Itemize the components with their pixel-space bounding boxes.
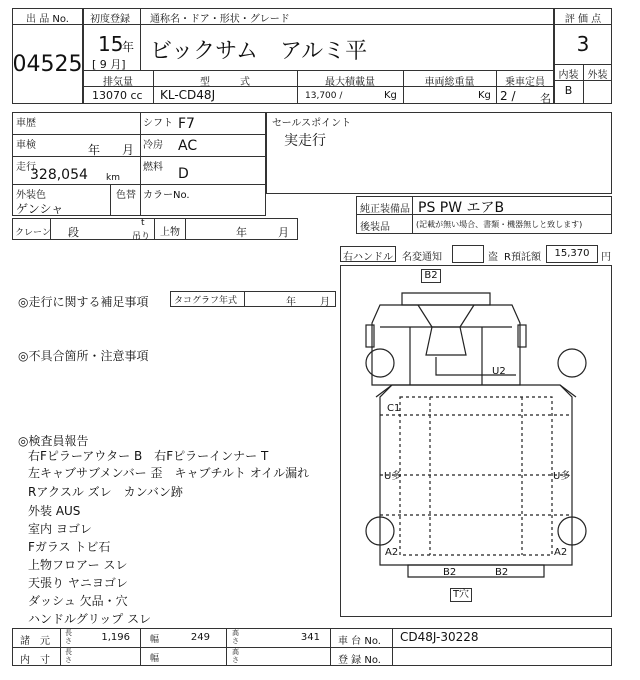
length-label: 長さ (65, 629, 72, 645)
mileage-value: 328,054 (30, 167, 88, 183)
mirror-left (366, 325, 374, 347)
gvw-label: 車両総重量 (424, 77, 475, 88)
report-line: 左キャブサブメンバー 歪 キャブチルト オイル漏れ (28, 466, 310, 480)
fuel-label: 燃料 (143, 162, 163, 173)
ext-color-label: 外装色 (16, 190, 46, 201)
first-reg-month: [ 9 月] (92, 58, 126, 71)
crane-box (12, 218, 298, 240)
height-label: 高さ (232, 629, 239, 645)
damage-mark: T穴 (450, 588, 472, 602)
lot-label: 出 品 No. (26, 14, 69, 25)
inspection-month: 月 (122, 143, 135, 157)
deck-label: 上物 (160, 227, 180, 238)
seats-unit: 名 (540, 92, 551, 105)
crane-hanging: 吊り (132, 232, 151, 242)
equip-label: 純正装備品 (360, 204, 410, 215)
seats-label: 乗車定員 (505, 77, 545, 88)
seats-value: 2 / (500, 89, 516, 103)
inspection-year: 年 (88, 143, 101, 157)
damage-mark: A2 (554, 547, 568, 558)
supplement-label: ◎走行に関する補足事項 (18, 295, 149, 309)
inner-length-label: 長さ (65, 648, 72, 664)
tax-unit: 円 (601, 252, 611, 263)
chassis-value: CD48J-30228 (400, 630, 479, 644)
year-unit: 年 (122, 40, 135, 54)
ac-label: 冷房 (143, 140, 163, 151)
damage-mark: B2 (421, 269, 441, 283)
tacho-label: タコグラフ年式 (174, 296, 238, 306)
maxload-label: 最大積載量 (325, 77, 375, 88)
ext-color-value: ゲンシャ (16, 202, 64, 216)
damage-mark: U多 (553, 471, 571, 482)
model-name: ビックサム アルミ平 (150, 39, 368, 64)
report-line: ハンドルグリップ スレ (28, 612, 152, 626)
crane-t: t (141, 218, 145, 228)
first-reg-label: 初度登録 (90, 14, 130, 25)
tax-prefix: 盗 (488, 252, 498, 263)
report-line: 室内 ヨゴレ (28, 522, 92, 536)
ac-value: AC (178, 138, 198, 154)
mileage-unit: km (106, 173, 120, 183)
height-value: 341 (300, 632, 320, 643)
model-code-value: KL-CD48J (160, 88, 216, 102)
mileage-label: 走行 (16, 162, 36, 173)
truck-diagram (340, 265, 612, 617)
width-label: 幅 (150, 635, 160, 645)
length-value: 1,196 (101, 632, 130, 643)
rating-value: 3 (576, 32, 590, 56)
wheel-fl (366, 349, 394, 377)
tacho-year: 年 (286, 297, 296, 308)
report-line: 右Fピラーアウター B 右Fピラーインナー T (28, 449, 269, 463)
report-line: Rアクスル ズレ カンバン跡 (28, 485, 183, 499)
displacement-value: 13070 cc (92, 89, 143, 102)
tax-label: R預託額 (504, 252, 541, 263)
shift-label: シフト (143, 118, 173, 129)
gvw-unit: Kg (478, 90, 491, 101)
reg-label: 登 録 No. (338, 655, 381, 666)
inner-height-label: 高さ (232, 648, 239, 664)
fuel-value: D (178, 166, 189, 182)
damage-mark: U2 (492, 366, 506, 377)
tacho-month: 月 (320, 297, 330, 308)
truck-roof (402, 293, 490, 305)
report-line: 上物フロアー スレ (28, 558, 128, 572)
report-line: Fガラス トビ石 (28, 540, 111, 554)
lot-number: 04525 (12, 52, 83, 77)
maxload-value: 13,700 / (305, 91, 343, 101)
report-title: ◎検査員報告 (18, 434, 89, 448)
color-change-label: 色替 (116, 190, 136, 201)
report-line: 外装 AUS (28, 504, 81, 518)
damage-mark: A2 (385, 547, 399, 558)
deck-year: 年 (236, 226, 247, 239)
damage-mark: B2 (443, 567, 457, 578)
aftermarket-note: (記載が無い場合、書類・機器無しと致します) (416, 220, 583, 229)
wheel-fr (558, 349, 586, 377)
displacement-label: 排気量 (103, 77, 133, 88)
inner-label: 内 寸 (20, 655, 50, 666)
deck-month: 月 (278, 226, 289, 239)
damage-mark: C1 (387, 403, 401, 414)
aftermarket-label: 後装品 (360, 222, 390, 233)
sales-label: セールスポイント (272, 118, 352, 129)
grade-label: 通称名・ドア・形状・グレード (150, 14, 290, 25)
exterior-label: 外装 (587, 70, 608, 81)
damage-mark: B2 (495, 567, 509, 578)
report-line: ダッシュ 欠品・穴 (28, 594, 128, 608)
defects-label: ◎不具合箇所・注意事項 (18, 349, 149, 363)
inspection-label: 車検 (16, 140, 36, 151)
shift-value: F7 (178, 116, 195, 132)
equip-value: PS PW エアB (418, 200, 505, 216)
crane-label: クレーン (15, 228, 51, 238)
crane-step: 段 (68, 226, 79, 239)
color-no-label: カラーNo. (143, 190, 190, 201)
rhd-label: 右ハンドル (343, 252, 393, 263)
dims-label: 諸 元 (20, 636, 50, 647)
inner-width-label: 幅 (150, 654, 160, 664)
interior-label: 内装 (558, 70, 579, 81)
history-label: 車歴 (16, 118, 36, 129)
name-change-label: 名変通知 (402, 252, 442, 263)
maxload-unit: Kg (384, 90, 397, 101)
rating-label: 評 価 点 (564, 14, 602, 25)
interior-value: B (564, 84, 573, 97)
name-change-box (452, 245, 484, 263)
width-value: 249 (190, 632, 210, 643)
model-code-label: 型 式 (200, 77, 250, 88)
sales-value: 実走行 (284, 133, 326, 149)
chassis-label: 車 台 No. (338, 636, 381, 647)
damage-mark: U多 (384, 471, 402, 482)
mirror-right (518, 325, 526, 347)
rear-bumper (408, 565, 544, 577)
report-line: 天張り ヤニヨゴレ (28, 576, 128, 590)
tax-value: 15,370 (554, 248, 590, 259)
first-reg-year: 15 (98, 32, 124, 56)
